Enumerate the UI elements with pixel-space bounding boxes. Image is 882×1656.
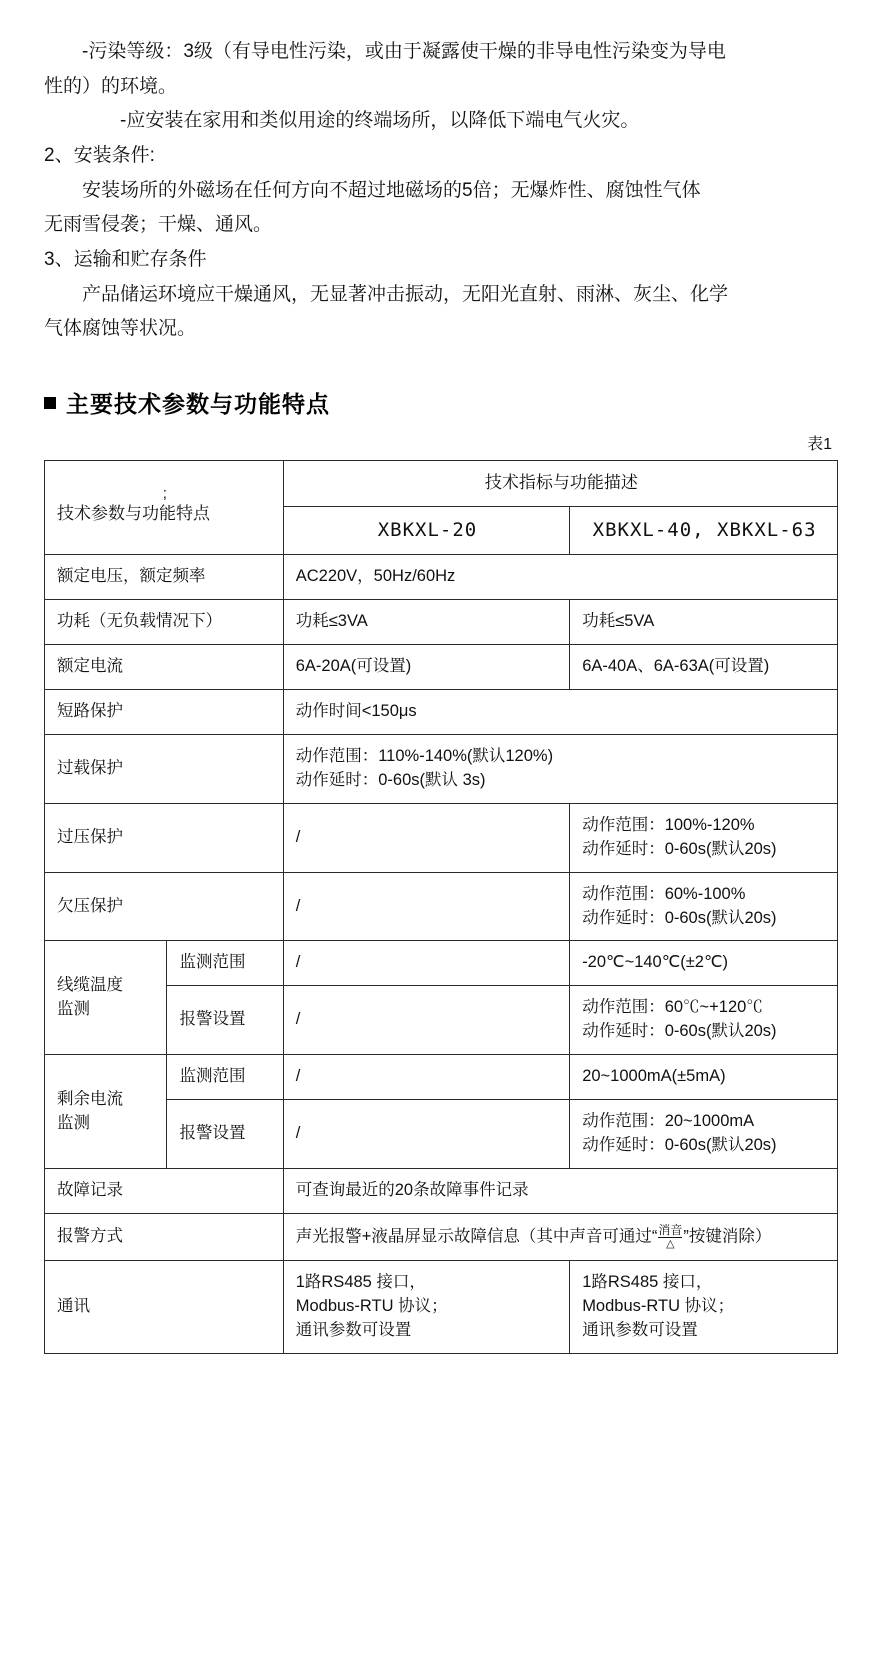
row-label: 欠压保护 (45, 872, 284, 941)
row-value-line: 1路RS485 接口， (295, 1273, 426, 1292)
table-row (45, 1168, 838, 1213)
group-label-line: 线缆温度 (57, 975, 123, 994)
table-row (45, 1055, 838, 1100)
row-value-line: 动作范围：100%-120% (582, 815, 755, 834)
spec-table (44, 460, 838, 1354)
table-header-row-1 (45, 461, 838, 507)
sub-label: 报警设置 (167, 1100, 283, 1169)
row-value: 可查询最近的20条故障事件记录 (283, 1168, 837, 1213)
alarm-text-before: 声光报警+液晶屏显示故障信息（其中声音可通过“ (295, 1227, 658, 1246)
table-row (45, 803, 838, 872)
row-value: 动作时间<150μs (283, 690, 837, 735)
row-label: 短路保护 (45, 690, 284, 735)
row-value-line: 动作延时：0-60s(默认 3s) (295, 770, 486, 789)
section-heading (44, 386, 838, 419)
sub-label: 报警设置 (167, 986, 283, 1055)
square-bullet-icon (44, 397, 56, 409)
row-label: 额定电流 (45, 645, 284, 690)
table-row (45, 1213, 838, 1260)
row-value-mid: / (283, 872, 569, 941)
intro-line-8: 产品储运环境应干燥通风，无显著冲击振动，无阳光直射、雨淋、灰尘、化学 (82, 283, 729, 305)
row-value-line: 动作范围：60%-100% (582, 884, 746, 903)
table-row (45, 690, 838, 735)
sub-label: 监测范围 (167, 941, 283, 986)
intro-line-7: 3、运输和贮存条件 (44, 249, 207, 271)
row-value-right (570, 986, 838, 1055)
row-value-line: 动作延时：0-60s(默认20s) (582, 1136, 777, 1155)
table-row (45, 941, 838, 986)
row-label: 过压保护 (45, 803, 284, 872)
row-value-right (570, 803, 838, 872)
row-value-line: 通讯参数可设置 (582, 1320, 698, 1339)
row-value-line: Modbus-RTU 协议； (582, 1296, 735, 1315)
header-desc-cell: 技术指标与功能描述 (283, 461, 837, 507)
row-value-line: 动作延时：0-60s(默认20s) (582, 1022, 777, 1041)
row-value-mid: / (283, 941, 569, 986)
row-value-line: 动作延时：0-60s(默认20s) (582, 908, 777, 927)
row-value: AC220V，50Hz/60Hz (283, 555, 837, 600)
group-label-line: 监测 (57, 999, 90, 1018)
row-value-line: 动作范围：110%-140%(默认120%) (295, 746, 554, 765)
row-value-line: 动作延时：0-60s(默认20s) (582, 839, 777, 858)
row-value-line: 动作范围：60℃~+120℃ (582, 998, 763, 1017)
header-param-semicolon: ; (162, 485, 167, 503)
row-label: 过载保护 (45, 734, 284, 803)
row-value-mid: 功耗≤3VA (283, 600, 569, 645)
header-model-2: XBKXL-40, XBKXL-63 (570, 506, 838, 555)
header-param-cell (45, 461, 284, 555)
row-value (283, 734, 837, 803)
mute-key-label: 消音 (658, 1222, 683, 1237)
row-label: 报警方式 (45, 1213, 284, 1260)
mute-key-triangle: △ (658, 1237, 682, 1251)
intro-line-3: -应安装在家用和类似用途的终端场所，以降低下端电气火灾。 (120, 110, 640, 132)
alarm-text-after: ”按键消除） (683, 1227, 772, 1246)
row-value-right (570, 1261, 838, 1354)
row-label: 故障记录 (45, 1168, 284, 1213)
group-label-cable-temp (45, 941, 167, 1055)
row-value-line: 通讯参数可设置 (295, 1320, 412, 1339)
intro-text (44, 36, 838, 346)
intro-line-1: -污染等级：3级（有导电性污染，或由于凝露使干燥的非导电性污染变为导电 (82, 41, 726, 62)
row-value-mid: / (283, 1055, 569, 1100)
sub-label: 监测范围 (167, 1055, 283, 1100)
table-caption: 表1 (807, 436, 832, 454)
row-value-alarm (283, 1213, 837, 1260)
row-value-right: 20~1000mA(±5mA) (570, 1055, 838, 1100)
row-value-mid: / (283, 803, 569, 872)
header-model-1: XBKXL-20 (283, 506, 569, 555)
row-value-mid: / (283, 986, 569, 1055)
intro-line-9: 气体腐蚀等状况。 (44, 318, 197, 340)
row-value-right: 功耗≤5VA (570, 600, 838, 645)
row-value-mid (283, 1261, 569, 1354)
row-value-right: -20℃~140℃(±2℃) (570, 941, 838, 986)
row-value-right: 6A-40A、6A-63A(可设置) (570, 645, 838, 690)
row-value-line: 动作范围：20~1000mA (582, 1112, 755, 1131)
intro-line-2: 性的）的环境。 (44, 75, 178, 97)
intro-line-4: 2、安装条件: (44, 145, 155, 167)
row-value-line: 1路RS485 接口， (582, 1273, 713, 1292)
intro-line-6: 无雨雪侵袭；干燥、通风。 (44, 214, 273, 236)
table-row (45, 600, 838, 645)
table-row (45, 555, 838, 600)
row-value-mid: / (283, 1100, 569, 1169)
mute-key-icon (658, 1224, 682, 1250)
group-label-line: 监测 (57, 1113, 90, 1132)
table-row (45, 872, 838, 941)
row-value-mid: 6A-20A(可设置) (283, 645, 569, 690)
row-value-line: Modbus-RTU 协议； (295, 1296, 448, 1315)
row-label: 通讯 (45, 1261, 284, 1354)
table-row (45, 645, 838, 690)
intro-line-5: 安装场所的外磁场在任何方向不超过地磁场的5倍；无爆炸性、腐蚀性气体 (82, 179, 701, 201)
table-row (45, 1261, 838, 1354)
row-value-right (570, 1100, 838, 1169)
section-title: 主要技术参数与功能特点 (66, 391, 330, 418)
group-label-residual-current (45, 1055, 167, 1169)
row-label: 功耗（无负载情况下） (45, 600, 284, 645)
header-param-title: 技术参数与功能特点 (57, 504, 210, 524)
row-label: 额定电压，额定频率 (45, 555, 284, 600)
table-row (45, 734, 838, 803)
row-value-right (570, 872, 838, 941)
group-label-line: 剩余电流 (57, 1089, 123, 1108)
